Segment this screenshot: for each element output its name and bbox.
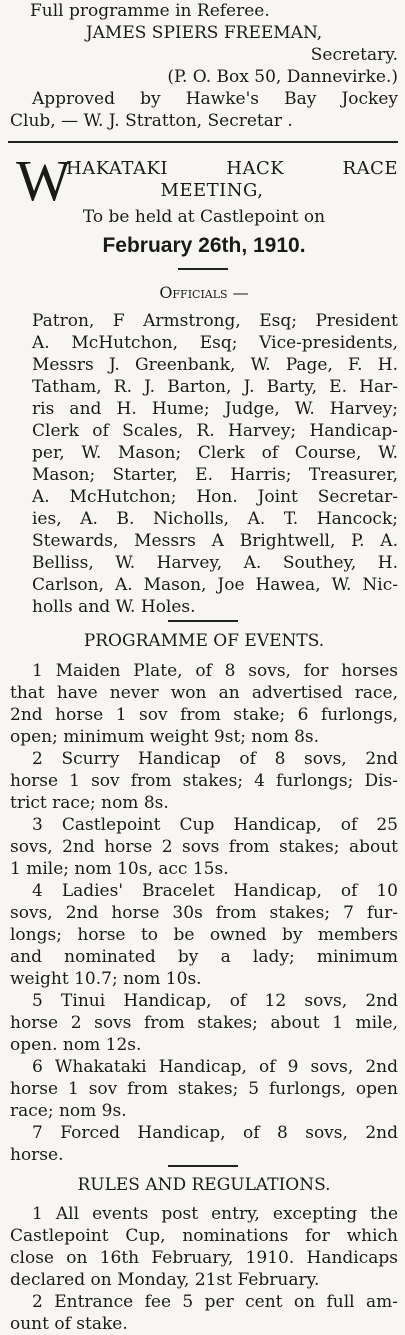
officials-line: ris and H. Hume; Judge, W. Harvey; <box>32 399 398 419</box>
event-line: 3 Castlepoint Cup Handicap, of 25 <box>32 815 398 835</box>
event-line: that have never won an advertised race, <box>10 683 398 703</box>
rule-line: declared on Monday, 21st February. <box>10 1270 320 1290</box>
event-line: sovs, 2nd horse 30s from stakes; 7 fur- <box>10 903 398 923</box>
event-line: horse 1 sov from stakes; 4 furlongs; Dis- <box>10 771 398 791</box>
approval-line: Approved by Hawke's Bay Jockey <box>32 89 398 109</box>
rule-line: ount of stake. <box>10 1314 128 1334</box>
event-line: 1 Maiden Plate, of 8 sovs, for horses <box>32 661 398 681</box>
event-line: trict race; nom 8s. <box>10 793 169 813</box>
event-line: 4 Ladies' Bracelet Handicap, of 10 <box>32 881 398 901</box>
meeting-title: HAKATAKI HACK RACE <box>66 158 398 179</box>
officials-line: A. McHutchon, Esq; Vice-presidents, <box>32 333 398 353</box>
rules-heading: RULES AND REGULATIONS. <box>77 1175 331 1195</box>
event-line: longs; horse to be owned by members <box>10 925 398 945</box>
approval-line: Club, — W. J. Stratton, Secretar . <box>10 111 293 131</box>
short-rule <box>168 1165 238 1167</box>
officials-line: Clerk of Scales, R. Harvey; Handicap- <box>32 421 398 441</box>
rule-line: Castlepoint Cup, nominations for which <box>10 1226 398 1246</box>
event-line: 5 Tinui Handicap, of 12 sovs, 2nd <box>32 991 398 1011</box>
meeting-subtitle-block <box>10 206 398 228</box>
programme-heading-block <box>10 630 398 652</box>
officials-heading-block <box>10 282 398 304</box>
secretary-name: JAMES SPIERS FREEMAN, <box>85 23 323 43</box>
officials-line: holls and W. Holes. <box>32 597 196 617</box>
rule-line: 2 Entrance fee 5 per cent on full am- <box>32 1292 398 1312</box>
officials-line: Messrs J. Greenbank, W. Page, F. H. <box>32 355 398 375</box>
meeting-date-block <box>10 232 398 260</box>
officials-line: Carlson, A. Mason, Joe Hawea, W. Nic- <box>32 575 398 595</box>
officials-line: Belliss, W. Harvey, A. Southey, H. <box>32 553 398 573</box>
rules-heading-block <box>10 1174 398 1196</box>
officials-line: per, W. Mason; Clerk of Course, W. <box>32 443 398 463</box>
rule-line: 1 All events post entry, excepting the <box>32 1204 398 1224</box>
officials-line: A. McHutchon; Hon. Joint Secretar- <box>32 487 398 507</box>
officials-line: Tatham, R. J. Barton, J. Barty, E. Har- <box>32 377 398 397</box>
event-line: 1 mile; nom 10s, acc 15s. <box>10 859 229 879</box>
top-notice <box>10 0 398 132</box>
short-rule <box>178 268 228 270</box>
meeting-subtitle: To be held at Castlepoint on <box>82 207 326 227</box>
secretary-address: (P. O. Box 50, Dannevirke.) <box>167 67 398 87</box>
notice-line: Full programme in Referee. <box>30 1 270 21</box>
officials-line: ies, A. B. Nicholls, A. T. Hancock; <box>32 509 398 529</box>
event-line: horse. <box>10 1145 64 1165</box>
short-rule <box>168 620 238 622</box>
officials-heading: Officials — <box>159 283 249 302</box>
event-line: open; minimum weight 9st; nom 8s. <box>10 727 320 747</box>
officials-list <box>10 310 398 618</box>
event-line: 7 Forced Handicap, of 8 sovs, 2nd <box>32 1123 398 1143</box>
programme-heading: PROGRAMME OF EVENTS. <box>83 631 325 651</box>
event-line: weight 10.7; nom 10s. <box>10 969 202 989</box>
event-line: open. nom 12s. <box>10 1035 142 1055</box>
meeting-title: MEETING, <box>160 180 264 201</box>
event-line: race; nom 9s. <box>10 1101 127 1121</box>
event-line: 2 Scurry Handicap of 8 sovs, 2nd <box>32 749 398 769</box>
meeting-date: February 26th, 1910. <box>102 234 306 257</box>
event-line: horse 2 sovs from stakes; about 1 mile, <box>10 1013 398 1033</box>
officials-line: Patron, F Armstrong, Esq; President <box>32 311 398 331</box>
officials-line: Mason; Starter, E. Harris; Treasurer, <box>32 465 398 485</box>
meeting-header <box>66 158 398 202</box>
event-line: sovs, 2nd horse 2 sovs from stakes; about <box>10 837 398 857</box>
secretary-title: Secretary. <box>310 45 398 65</box>
divider <box>8 141 398 143</box>
event-line: and nominated by a lady; minimum <box>10 947 398 967</box>
programme-list <box>10 660 398 1166</box>
event-line: 2nd horse 1 sov from stake; 6 furlongs, <box>10 705 398 725</box>
rules-list <box>10 1203 398 1335</box>
drop-cap: W <box>16 148 71 213</box>
officials-line: Stewards, Messrs A Brightwell, P. A. <box>32 531 398 551</box>
event-line: horse 1 sov from stakes; 5 furlongs, open <box>10 1079 398 1099</box>
rule-line: close on 16th February, 1910. Handicaps <box>10 1248 398 1268</box>
event-line: 6 Whakataki Handicap, of 9 sovs, 2nd <box>32 1057 398 1077</box>
